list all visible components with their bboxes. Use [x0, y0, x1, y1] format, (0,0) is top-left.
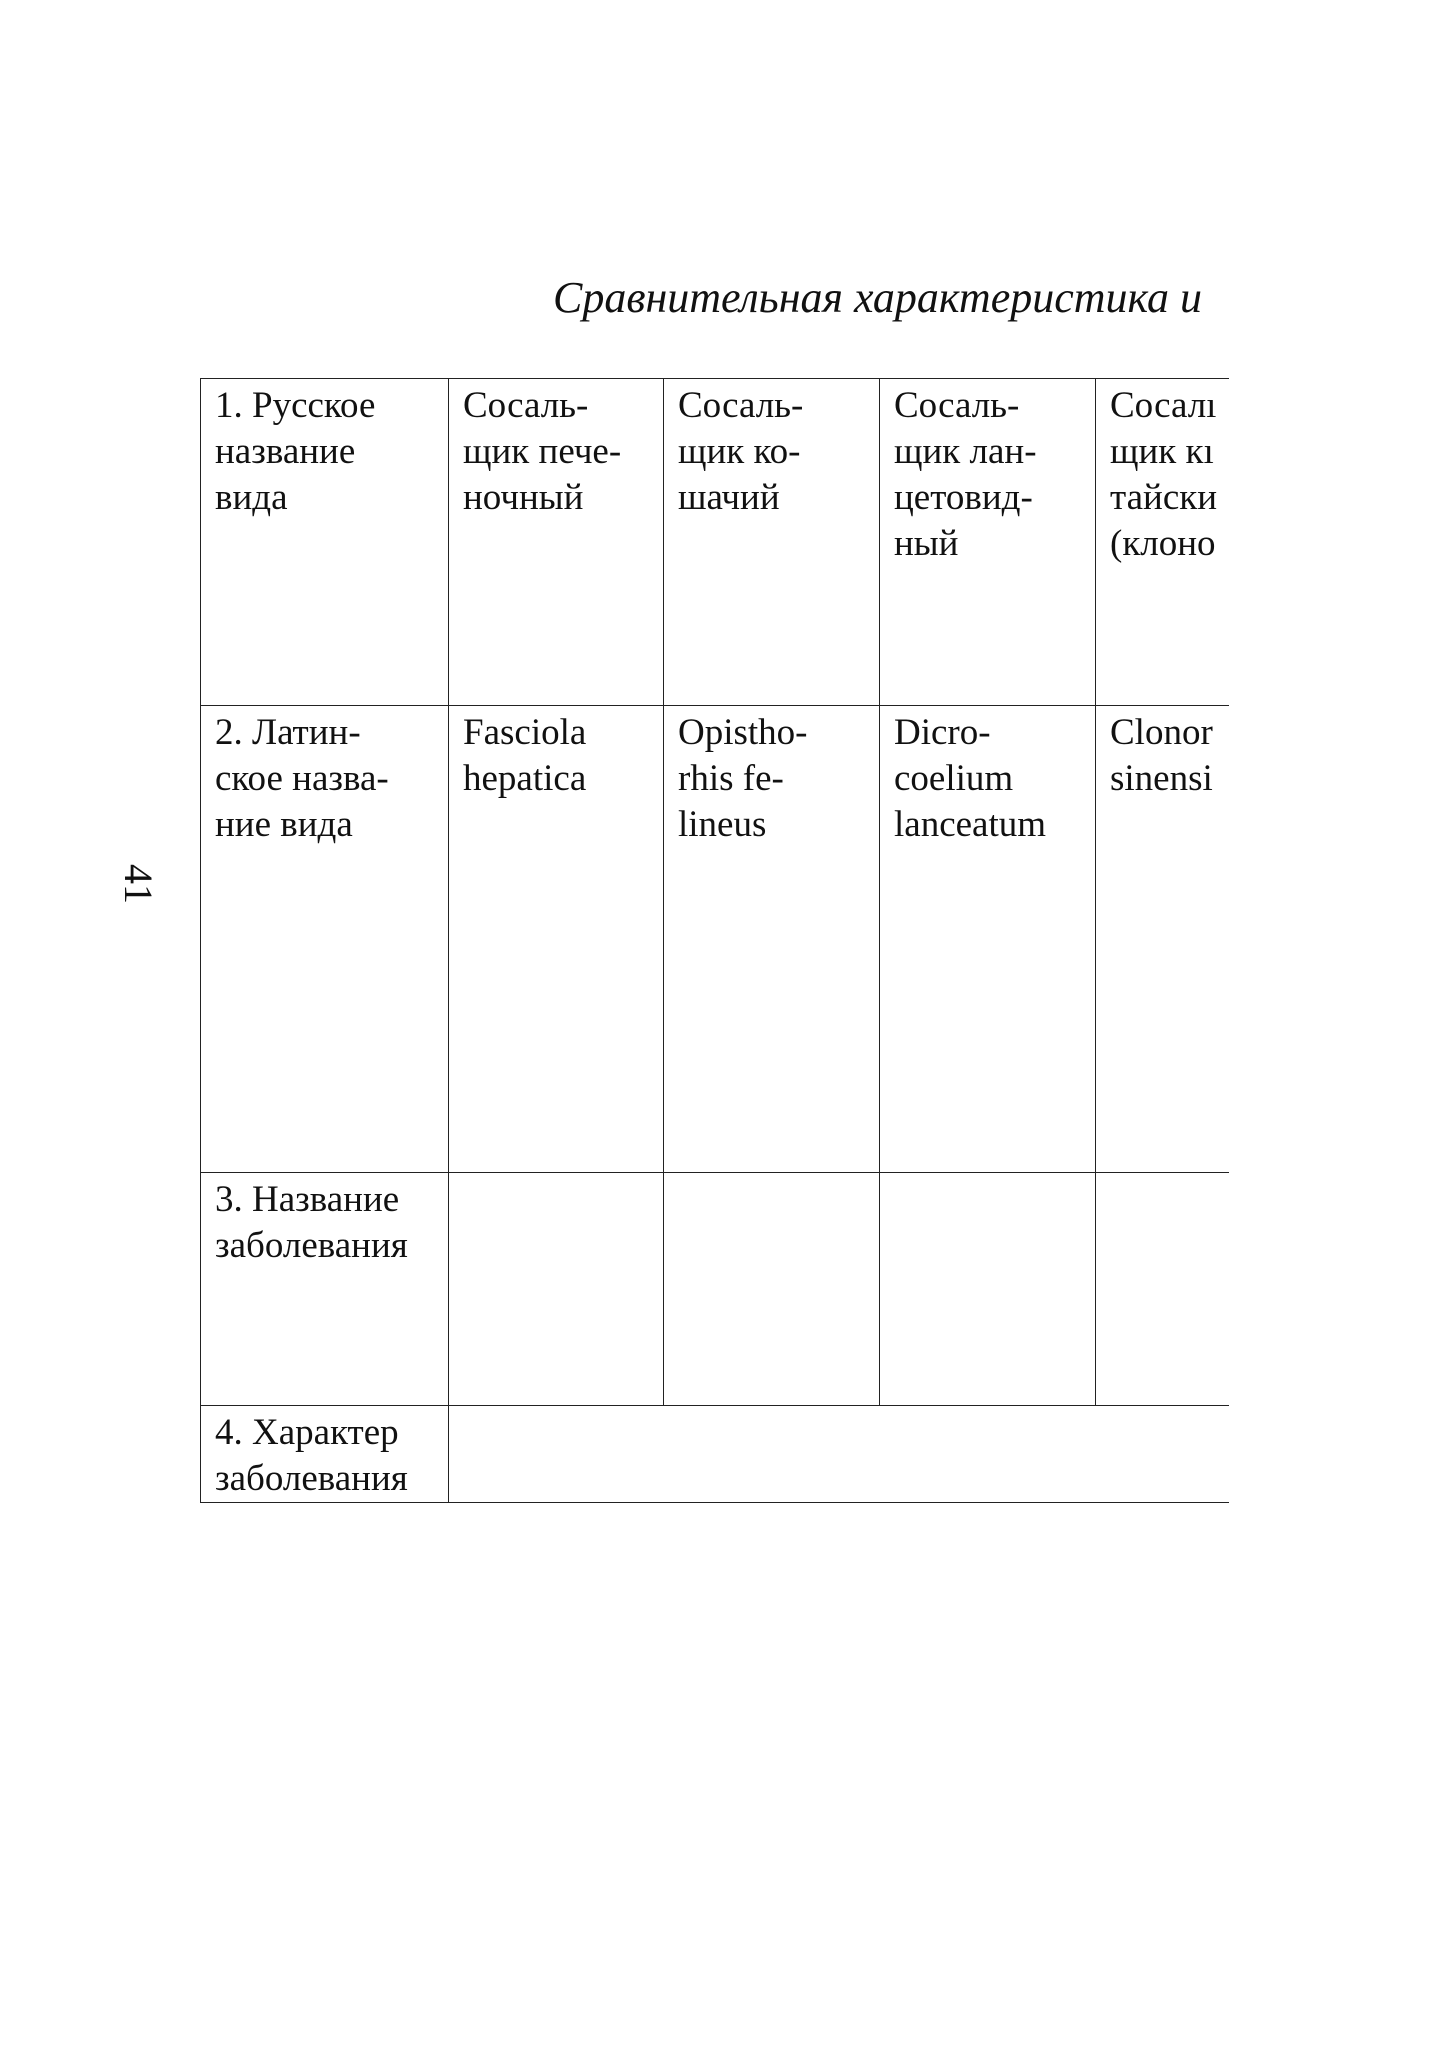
row-label: 4. Характер заболевания [201, 1406, 449, 1503]
disease-name-cell-3 [880, 1173, 1096, 1406]
table-row [201, 1173, 1230, 1406]
disease-character-cell [449, 1406, 1230, 1503]
latin-cell-2: Opistho- rhis fe- lineus [664, 706, 880, 1173]
row-label: 3. Название заболевания [201, 1173, 449, 1406]
disease-name-cell-1 [449, 1173, 664, 1406]
row-label: 1. Русское название вида [201, 379, 449, 706]
latin-cell-4: Clonor sinensi [1096, 706, 1230, 1173]
latin-cell-1: Fasciola hepatica [449, 706, 664, 1173]
species-cell-2: Сосаль- щик ко- шачий [664, 379, 880, 706]
page-title: Сравнительная характеристика и [553, 273, 1203, 322]
species-cell-3: Сосаль- щик лан- цетовид- ный [880, 379, 1096, 706]
disease-name-cell-2 [664, 1173, 880, 1406]
row-label: 2. Латин- ское назва- ние вида [201, 706, 449, 1173]
comparison-table [200, 378, 1229, 1503]
latin-cell-3: Dicro- coelium lanceatum [880, 706, 1096, 1173]
species-cell-1: Сосаль- щик пече- ночный [449, 379, 664, 706]
species-cell-4: Сосалı щик кı тайски (клоно [1096, 379, 1230, 706]
comparison-table-container [200, 378, 1229, 1508]
table-row [201, 1406, 1230, 1503]
disease-name-cell-4 [1096, 1173, 1230, 1406]
page-number: 41 [116, 864, 161, 904]
table-row [201, 379, 1230, 706]
table-row [201, 706, 1230, 1173]
